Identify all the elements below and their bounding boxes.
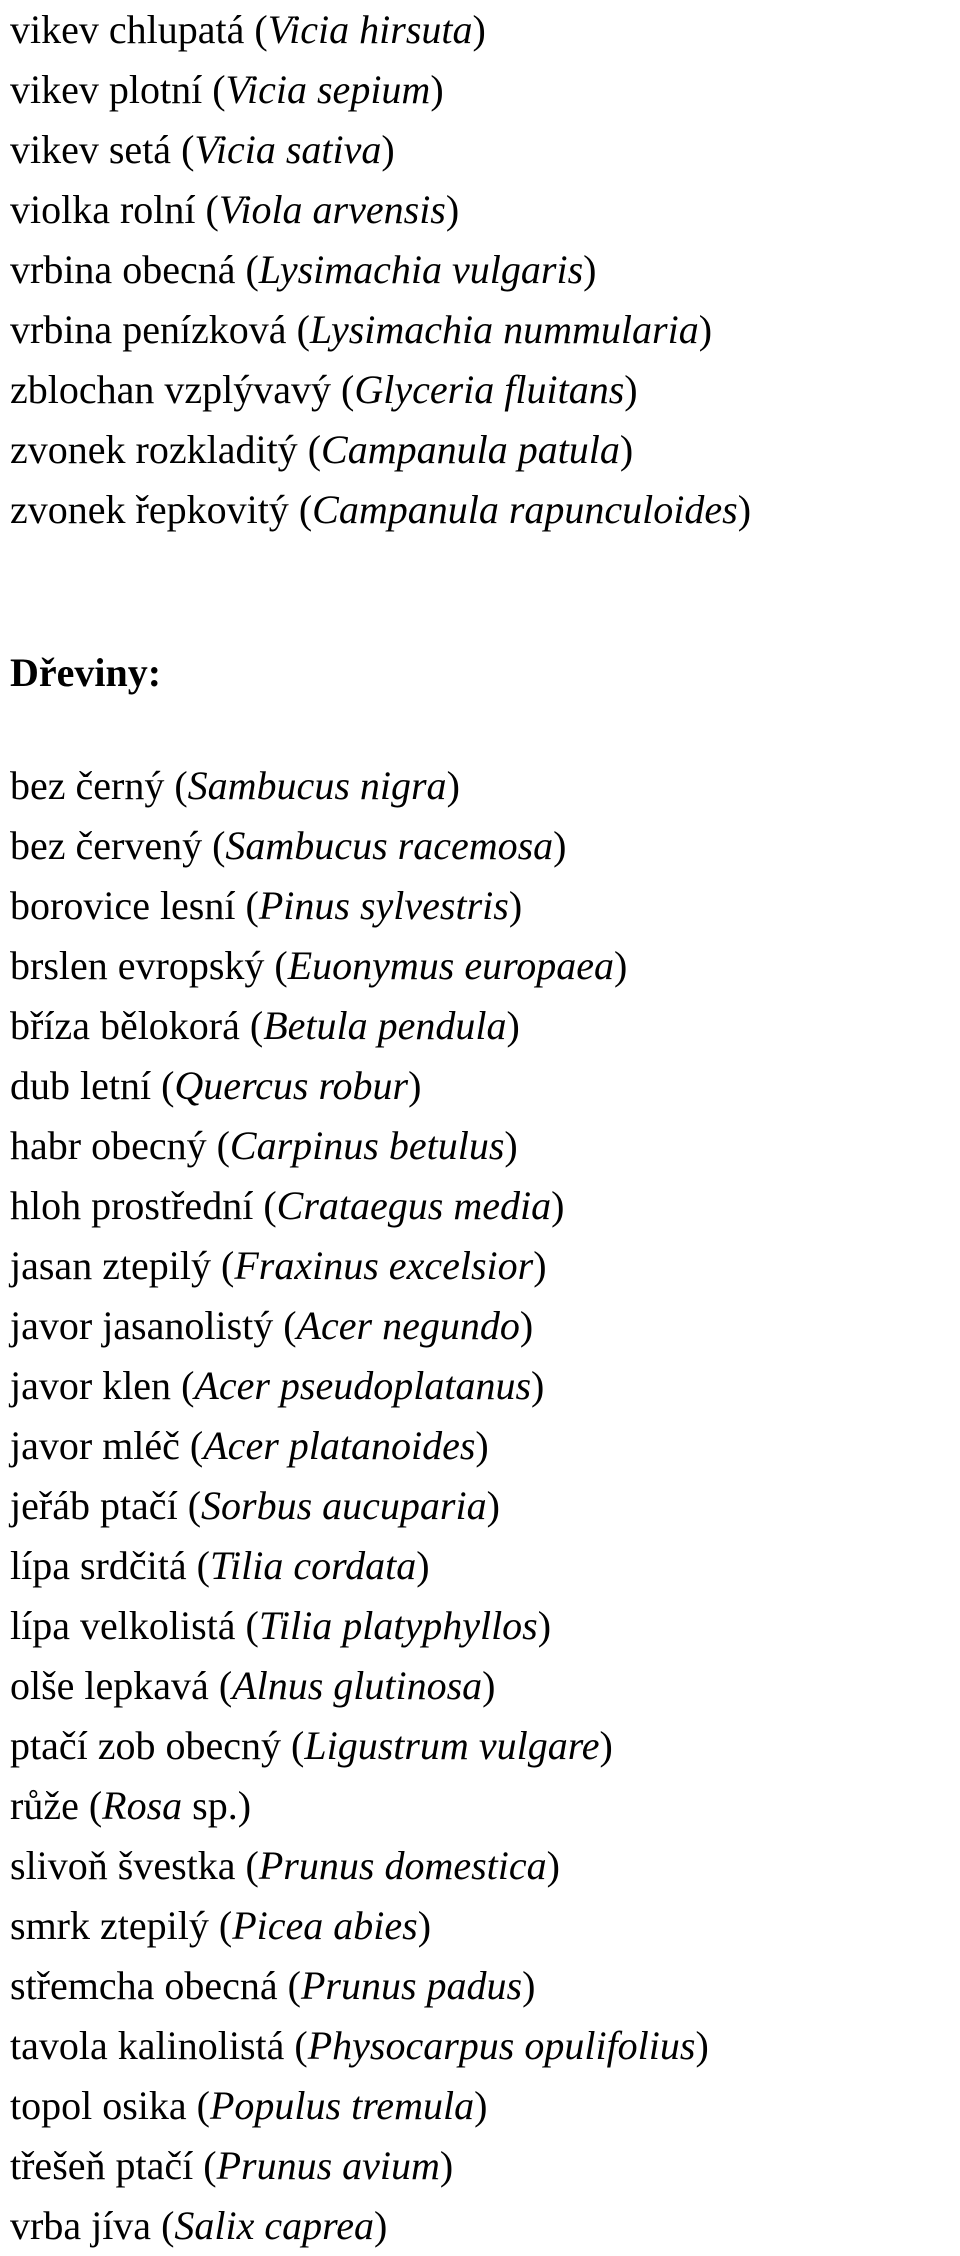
czech-name: violka rolní	[10, 187, 196, 232]
czech-name: vikev plotní	[10, 67, 203, 112]
czech-name: střemcha obecná	[10, 1963, 278, 2008]
species-item: lípa velkolistá (Tilia platyphyllos)	[10, 1603, 552, 1648]
czech-name: dub letní	[10, 1063, 152, 1108]
latin-name: Betula pendula	[263, 1003, 507, 1048]
czech-name: růže	[10, 1783, 79, 1828]
czech-name: topol osika	[10, 2083, 187, 2128]
species-item: lípa srdčitá (Tilia cordata)	[10, 1543, 430, 1588]
species-item: hloh prostřední (Crataegus media)	[10, 1183, 565, 1228]
species-item: dub letní (Quercus robur)	[10, 1063, 422, 1108]
czech-name: vikev chlupatá	[10, 7, 245, 52]
species-item: javor jasanolistý (Acer negundo)	[10, 1303, 534, 1348]
latin-name: Carpinus betulus	[229, 1123, 505, 1168]
species-item: tavola kalinolistá (Physocarpus opulifolius)	[10, 2023, 709, 2068]
czech-name: bříza bělokorá	[10, 1003, 240, 1048]
species-item: ptačí zob obecný (Ligustrum vulgare)	[10, 1723, 613, 1768]
latin-name: Sorbus aucuparia	[201, 1483, 487, 1528]
latin-name: Euonymus europaea	[287, 943, 614, 988]
latin-name: Crataegus media	[276, 1183, 552, 1228]
czech-name: vrba jíva	[10, 2203, 152, 2248]
czech-name: javor mléč	[10, 1423, 180, 1468]
czech-name: javor jasanolistý	[10, 1303, 274, 1348]
latin-name: Alnus glutinosa	[232, 1663, 483, 1708]
latin-name: Acer negundo	[296, 1303, 520, 1348]
latin-name: Prunus avium	[216, 2143, 440, 2188]
czech-name: brslen evropský	[10, 943, 265, 988]
czech-name: olše lepkavá	[10, 1663, 209, 1708]
species-item: bříza bělokorá (Betula pendula)	[10, 1003, 520, 1048]
species-item: violka rolní (Viola arvensis)	[10, 187, 460, 232]
latin-name: Pinus sylvestris	[258, 883, 509, 928]
latin-name: Picea abies	[232, 1903, 418, 1948]
latin-name: Acer platanoides	[203, 1423, 476, 1468]
latin-name: Quercus robur	[174, 1063, 409, 1108]
czech-name: tavola kalinolistá	[10, 2023, 285, 2068]
species-item: zvonek rozkladitý (Campanula patula)	[10, 427, 634, 472]
latin-name: Viola arvensis	[218, 187, 446, 232]
species-item: brslen evropský (Euonymus europaea)	[10, 943, 628, 988]
species-item: vikev plotní (Vicia sepium)	[10, 67, 444, 112]
czech-name: hloh prostřední	[10, 1183, 254, 1228]
czech-name: jasan ztepilý	[10, 1243, 212, 1288]
latin-name: Tilia platyphyllos	[258, 1603, 538, 1648]
czech-name: javor klen	[10, 1363, 172, 1408]
latin-name: Sambucus nigra	[187, 763, 447, 808]
species-item: topol osika (Populus tremula)	[10, 2083, 488, 2128]
czech-name: třešeň ptačí	[10, 2143, 194, 2188]
species-item: borovice lesní (Pinus sylvestris)	[10, 883, 523, 928]
latin-name: Populus tremula	[210, 2083, 475, 2128]
species-item: slivoň švestka (Prunus domestica)	[10, 1843, 560, 1888]
latin-name: Physocarpus opulifolius	[307, 2023, 696, 2068]
latin-name: Campanula patula	[321, 427, 620, 472]
latin-name: Vicia hirsuta	[267, 7, 473, 52]
species-item: smrk ztepilý (Picea abies)	[10, 1903, 432, 1948]
czech-name: bez černý	[10, 763, 165, 808]
czech-name: jeřáb ptačí	[10, 1483, 178, 1528]
latin-name: Campanula rapunculoides	[312, 487, 738, 532]
czech-name: smrk ztepilý	[10, 1903, 209, 1948]
species-item: střemcha obecná (Prunus padus)	[10, 1963, 536, 2008]
species-item: vrbina obecná (Lysimachia vulgaris)	[10, 247, 597, 292]
latin-name: Sambucus racemosa	[225, 823, 554, 868]
latin-name: Rosa	[102, 1783, 183, 1828]
czech-name: slivoň švestka	[10, 1843, 236, 1888]
species-item: třešeň ptačí (Prunus avium)	[10, 2143, 454, 2188]
woody-species-list	[10, 756, 709, 2256]
czech-name: vrbina penízková	[10, 307, 287, 352]
czech-name: habr obecný	[10, 1123, 207, 1168]
species-item: bez červený (Sambucus racemosa)	[10, 823, 567, 868]
czech-name: bez červený	[10, 823, 203, 868]
czech-name: ptačí zob obecný	[10, 1723, 281, 1768]
latin-name: Acer pseudoplatanus	[194, 1363, 532, 1408]
species-item: vikev setá (Vicia sativa)	[10, 127, 395, 172]
species-item: javor klen (Acer pseudoplatanus)	[10, 1363, 545, 1408]
species-item: jasan ztepilý (Fraxinus excelsior)	[10, 1243, 547, 1288]
species-item: vrbina penízková (Lysimachia nummularia)	[10, 307, 713, 352]
species-item: habr obecný (Carpinus betulus)	[10, 1123, 518, 1168]
latin-name: Prunus padus	[300, 1963, 523, 2008]
czech-name: borovice lesní	[10, 883, 236, 928]
latin-name: Salix caprea	[174, 2203, 374, 2248]
czech-name: zblochan vzplývavý	[10, 367, 331, 412]
species-item: růže (Rosa sp.)	[10, 1783, 252, 1828]
latin-name: Prunus domestica	[258, 1843, 547, 1888]
species-item: vikev chlupatá (Vicia hirsuta)	[10, 7, 486, 52]
species-item: zblochan vzplývavý (Glyceria fluitans)	[10, 367, 638, 412]
species-item: vrba jíva (Salix caprea)	[10, 2203, 388, 2248]
species-item: bez černý (Sambucus nigra)	[10, 763, 460, 808]
latin-name: Ligustrum vulgare	[304, 1723, 600, 1768]
czech-name: vikev setá	[10, 127, 172, 172]
latin-name: Fraxinus excelsior	[234, 1243, 534, 1288]
species-item: zvonek řepkovitý (Campanula rapunculoides)	[10, 487, 752, 532]
latin-name: Tilia cordata	[209, 1543, 417, 1588]
czech-name: lípa velkolistá	[10, 1603, 236, 1648]
species-item: javor mléč (Acer platanoides)	[10, 1423, 489, 1468]
herb-species-list	[10, 0, 751, 540]
section-heading-woody: Dřeviny:	[10, 650, 162, 695]
latin-name: Vicia sativa	[194, 127, 382, 172]
species-item: jeřáb ptačí (Sorbus aucuparia)	[10, 1483, 500, 1528]
species-item: olše lepkavá (Alnus glutinosa)	[10, 1663, 496, 1708]
latin-suffix: sp.	[182, 1783, 238, 1828]
latin-name: Lysimachia nummularia	[309, 307, 699, 352]
latin-name: Lysimachia vulgaris	[258, 247, 584, 292]
czech-name: zvonek rozkladitý	[10, 427, 298, 472]
czech-name: zvonek řepkovitý	[10, 487, 289, 532]
latin-name: Vicia sepium	[225, 67, 431, 112]
czech-name: lípa srdčitá	[10, 1543, 187, 1588]
latin-name: Glyceria fluitans	[354, 367, 625, 412]
czech-name: vrbina obecná	[10, 247, 236, 292]
